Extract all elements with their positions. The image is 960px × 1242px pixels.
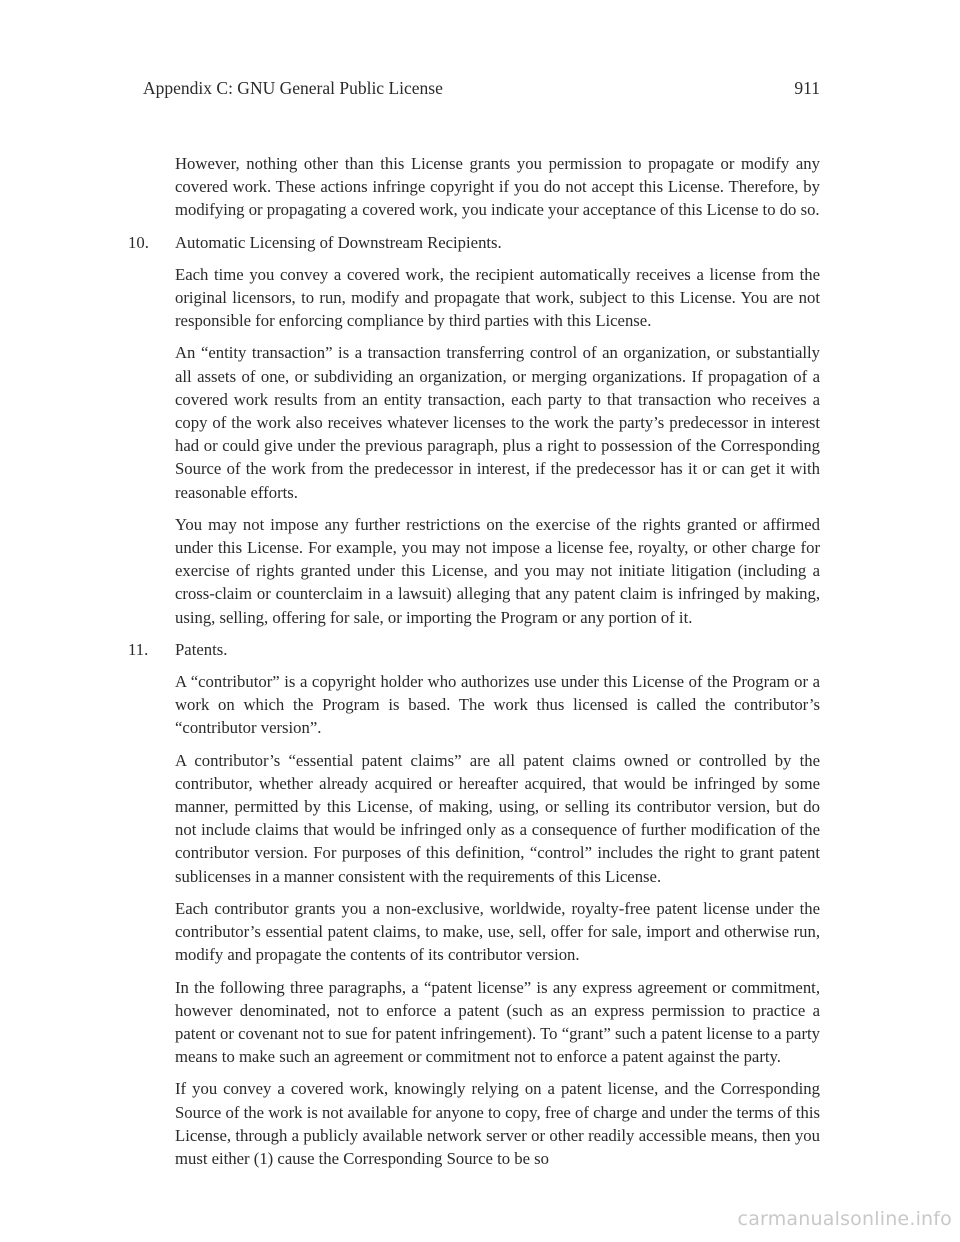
page-number: 911 bbox=[794, 78, 820, 98]
paragraph: A “contributor” is a copyright holder who authorizes use under this License of the Program or a work on which the Program is based. The work thus licensed is called the contributor’s “contributor version”. bbox=[175, 672, 820, 738]
section-heading-11 bbox=[128, 638, 820, 661]
paragraph: If you convey a covered work, knowingly relying on a patent license, and the Corresponding Source of the work is not available for anyone to copy, free of charge and under the terms of this License, through a publicly available network server or other readily accessible means, then you must either (1) cause the Corresponding Source to be so bbox=[175, 1079, 820, 1168]
running-header bbox=[143, 76, 820, 100]
page-body bbox=[128, 152, 820, 1179]
paragraph: Each time you convey a covered work, the recipient automatically receives a license from the original licensors, to run, modify and propagate that work, subject to this License. You are not responsible for enforcing compliance by third parties with this License. bbox=[175, 264, 820, 331]
paragraph: However, nothing other than this License grants you permission to propagate or modify any covered work. These actions infringe copyright if you do not accept this License. Therefore, by modifying or propagating a covered work, you indicate your acceptance of this License to do so. bbox=[175, 154, 820, 220]
section-title: Automatic Licensing of Downstream Recipients. bbox=[175, 232, 502, 252]
section-number: 10. bbox=[128, 232, 149, 252]
paragraph: Each contributor grants you a non-exclusive, worldwide, royalty-free patent license under the contributor’s essential patent claims, to make, use, sell, offer for sale, import and otherwise run, modify and propagate the contents of its contributor version. bbox=[175, 898, 820, 965]
paragraph: A contributor’s “essential patent claims” are all patent claims owned or controlled by the contributor, whether already acquired or hereafter acquired, that would be infringed by some manner, permitted by this License, of making, using, or selling its contributor version, but do not include claims that would be infringed only as a consequence of further modification of the contributor version. For purposes of this definition, “control” includes the right to grant patent sublicenses in a manner consistent with the requirements of this License. bbox=[175, 750, 820, 886]
paragraph: An “entity transaction” is a transaction transferring control of an organization, or substantially all assets of one, or subdividing an organization, or merging organizations. If propagation of a covered work results from an entity transaction, each party to that transaction who receives a copy of the work also receives whatever licenses to the work the party’s predecessor in interest had or could give under the previous paragraph, plus a right to possession of the Corresponding Source of the work from the predecessor in interest, if the predecessor has it or can get it with reasonable efforts. bbox=[175, 343, 820, 502]
watermark-text: carmanualsonline.info bbox=[737, 1208, 952, 1230]
section-title: Patents. bbox=[175, 639, 228, 659]
paragraph: You may not impose any further restrictions on the exercise of the rights granted or affirmed under this License. For example, you may not impose a license fee, royalty, or other charge for exercise of rights granted under this License, and you may not initiate litigation (including a cross-claim or counterclaim in a lawsuit) alleging that any patent claim is infringed by making, using, selling, offering for sale, or importing the Program or any portion of it. bbox=[175, 514, 820, 627]
section-heading-10 bbox=[128, 231, 820, 254]
header-title: Appendix C: GNU General Public License bbox=[143, 78, 443, 98]
section-number: 11. bbox=[128, 639, 149, 659]
paragraph: In the following three paragraphs, a “patent license” is any express agreement or commitment, however denominated, not to enforce a patent (such as an express permission to practice a patent or covenant not to sue for patent infringement). To “grant” such a patent license to a party means to make such an agreement or commitment not to enforce a patent against the party. bbox=[175, 977, 820, 1067]
